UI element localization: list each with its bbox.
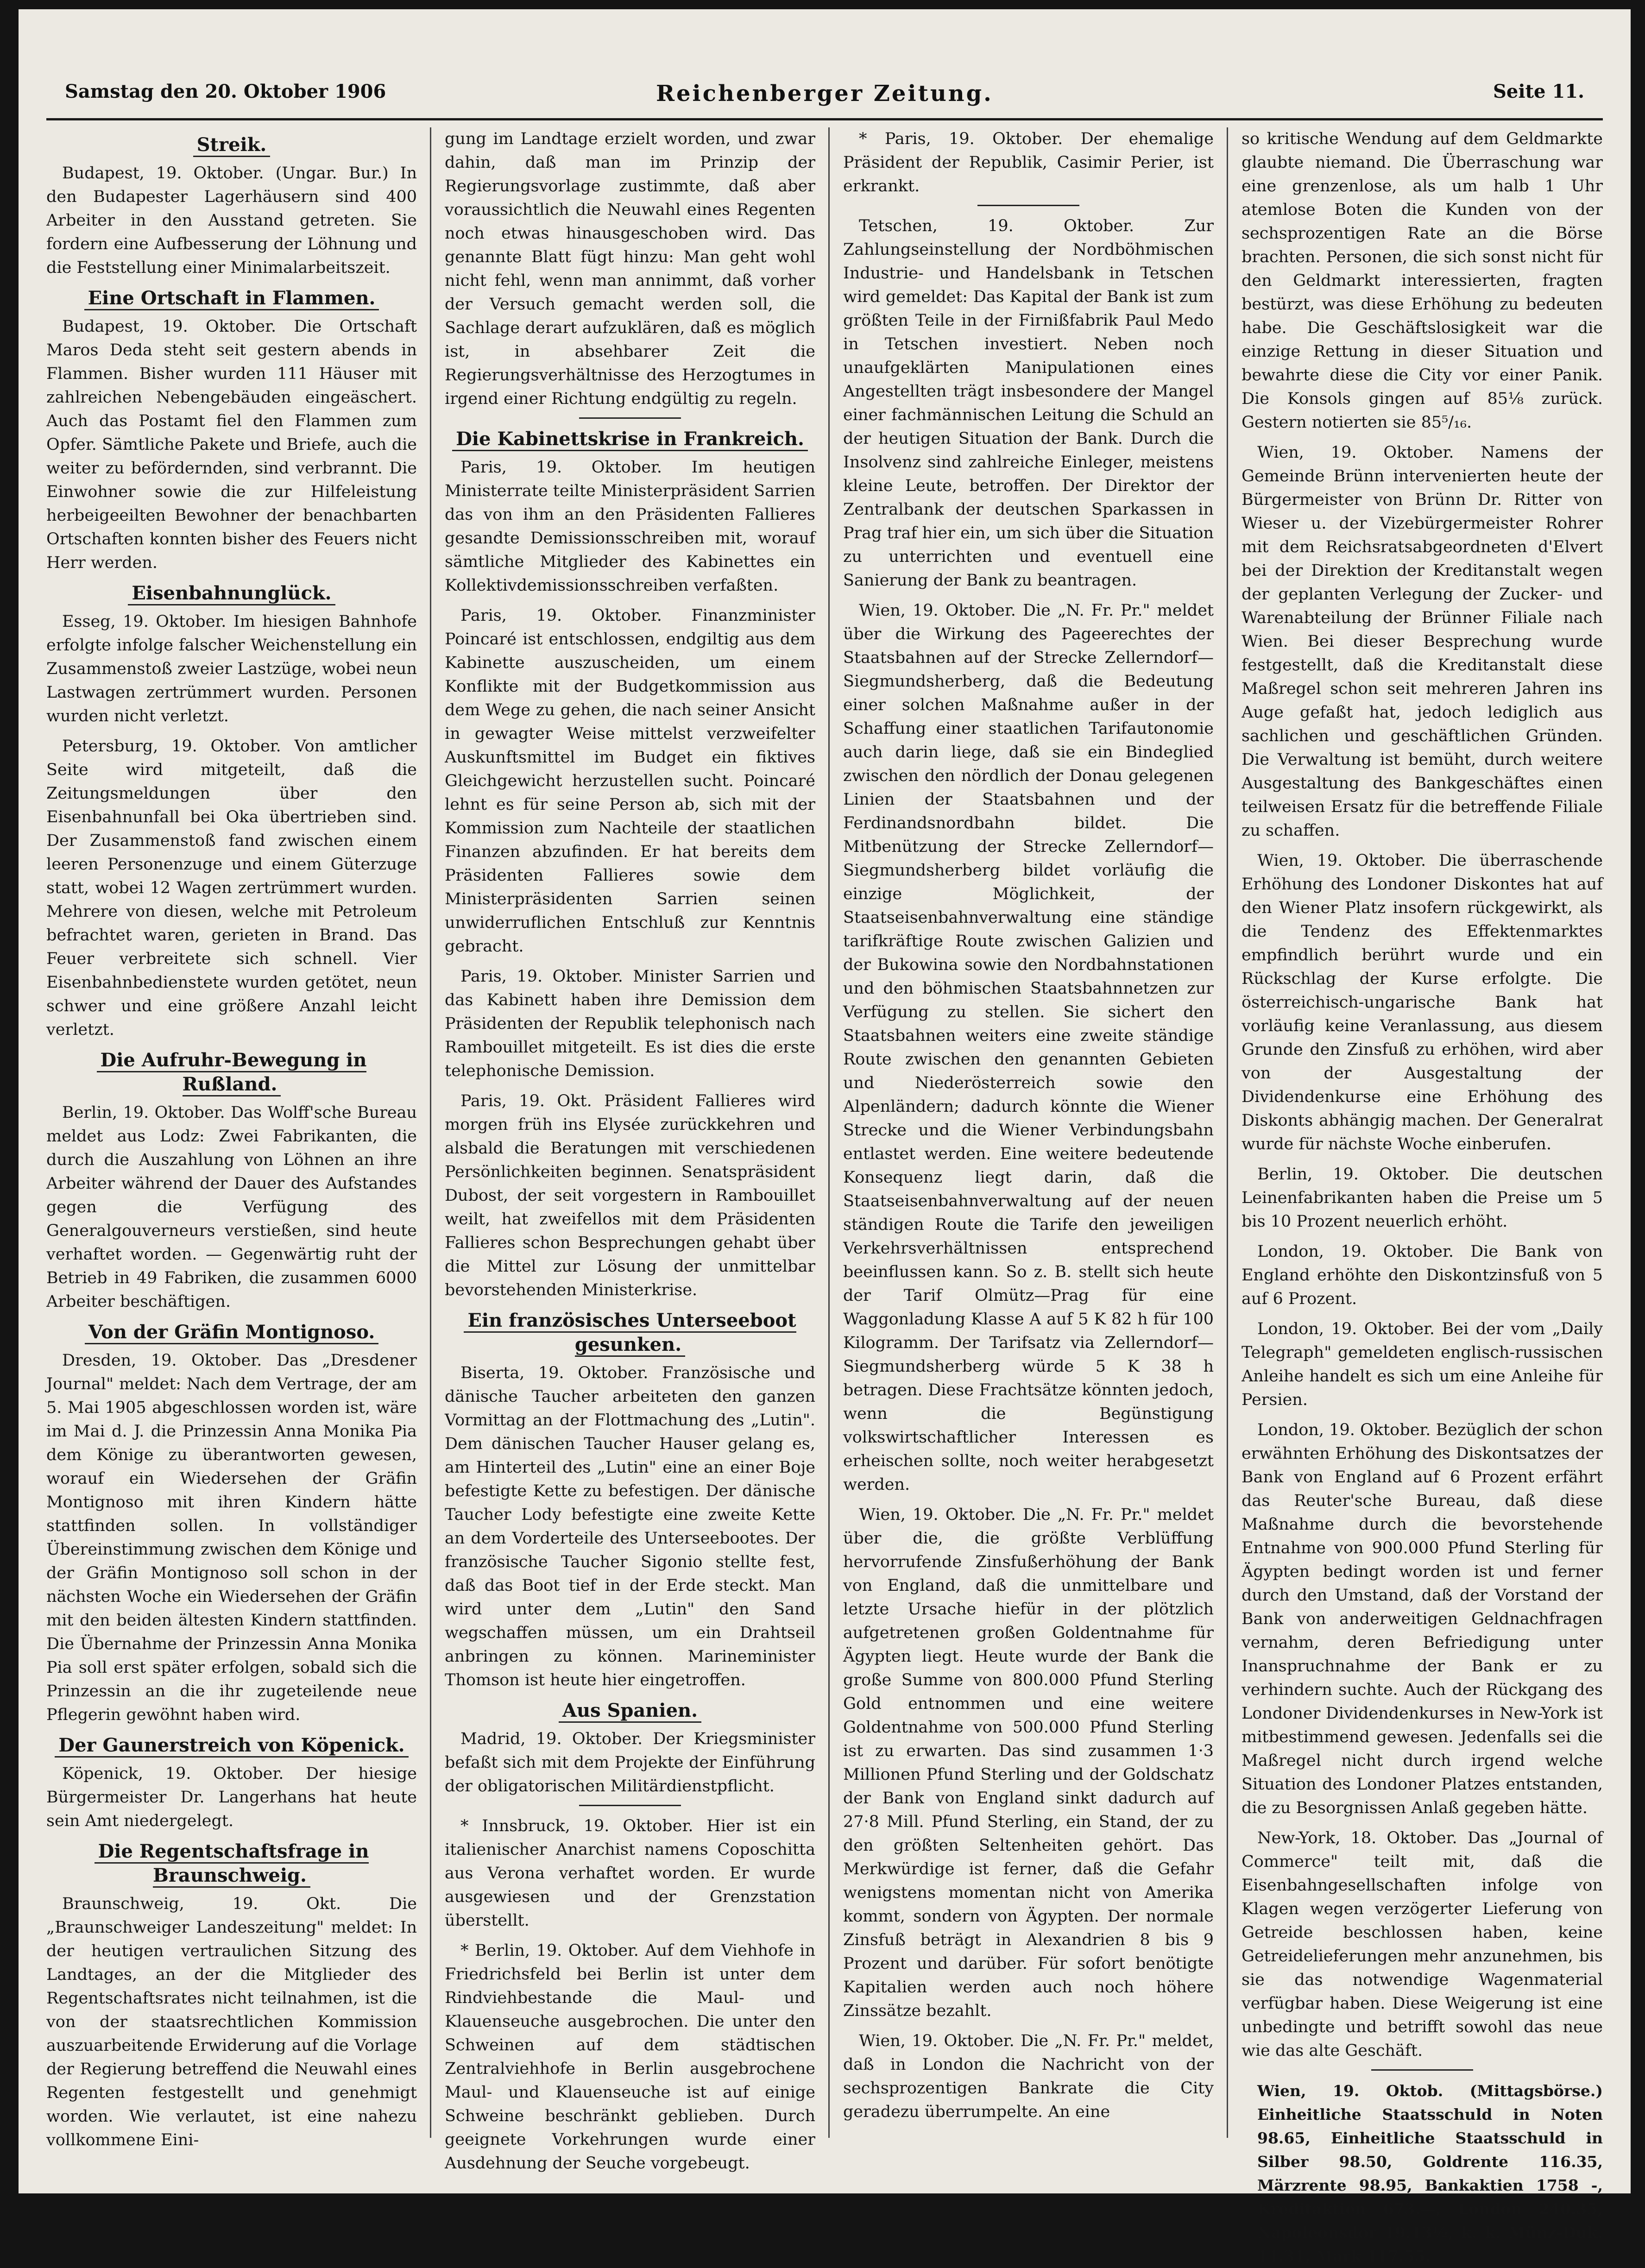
article-text: Wien, 19. Oktober. Die „N. Fr. Pr." meldet über die Wirkung des Pageerechtes der Staatsbahnen auf der Strecke Zellerndorf—Siegmundsherberg, daß die Bedeutung einer solchen Maßnahme außer in der Schaffung einer staatlichen Tarifautonomie auch darin liege, daß sie ein Bindeglied zwischen den nördlich der Donau gelegenen Linien der Staatsbahnen und der Ferdinandsnordbahn bildet. Die Mitbenützung der Strecke Zellerndorf—Siegmundsherberg bildet vorläufig die einzige Möglichkeit, der Staatseisenbahnverwaltung eine ständige tarifkräftige Route zwischen Galizien und der Bukowina sowie den Nordbahnstationen und den böhmischen Staatsbahnnetzen zur Verfügung zu stellen. Sie sichert den Staatsbahnen weiters eine zweite ständige Route zwischen den genannten Gebieten und Niederösterreich sowie den Alpenländern; dadurch könnte die Wiener Strecke und die Wiener Verbindungsbahn entlastet werden. Eine weitere bedeutende Konsequenz liegt darin, daß die Staatseisenbahnverwaltung auf der neuen ständigen Route die Tarife den jeweiligen Verkehrsverhältnissen entsprechend beeinflussen kann. So z. B. stellt sich heute der Tarif Olmütz—Prag für eine Waggonladung Klasse A auf 5 K 82 h für 100 Kilogramm. Der Tarifsatz via Zellerndorf—Siegmundsherberg würde 5 K 38 h betragen. Diese Frachtsätze könnten jedoch, wenn die Begünstigung volkswirtschaftlicher Interessen es erheischen sollte, noch weiter herabgesetzt werden. [843,601,1214,1494]
article-text: Budapest, 19. Oktober. (Ungar. Bur.) In den Budapester Lagerhäusern sind 400 Arbeiter in den Ausstand getreten. Sie fordern eine Aufbesserung der Löhnung und die Feststellung einer Minimalarbeitszeit. [46,164,417,277]
article-headline: Eine Ortschaft in Flammen. [46,286,417,310]
article-text: * Berlin, 19. Oktober. Auf dem Viehhofe in Friedrichsfeld bei Berlin ist unter dem Rindviehbestande die Maul- und Klauenseuche ausgebrochen. Die unter den Schweinen auf dem städtischen Zentralviehhofe in Berlin ausgebrochene Maul- und Klauenseuche ist auf einige Schweine beschränkt geblieben. Durch geeignete Vorkehrungen wurde einer Ausdehnung der Seuche vorgebeugt. [445,1941,815,2173]
article-headline: Eisenbahnunglück. [46,581,417,605]
article-text: Budapest, 19. Oktober. Die Ortschaft Maros Deda steht seit gestern abends in Flammen. Bisher wurden 111 Häuser mit zahlreichen Nebengebäuden eingeäschert. Auch das Postamt fiel den Flammen zum Opfer. Sämtliche Pakete und Briefe, auch die weiter zu befördernden, sind verbrannt. Die Einwohner sowie die zur Hilfeleistung herbeigeeilten Bewohner der benachbarten Ortschaften konnten bisher des Feuers nicht Herr werden. [46,317,417,572]
article-headline: Von der Gräfin Montignoso. [46,1320,417,1344]
column-divider [430,127,431,2138]
newspaper-title: Reichenberger Zeitung. [656,81,993,107]
page-header [46,74,1603,120]
article-text: so kritische Wendung auf dem Geldmarkte glaubte niemand. Die Überraschung war eine grenzenlose, als um halb 1 Uhr atemlose Boten die Kunden von der sechsprozentigen Rate an die Börse brachten. Personen, die sich sonst nicht für den Geldmarkt interessierten, fragten bestürzt, was diese Erhöhung zu bedeuten habe. Die Geschäftslosigkeit war die einzige Rettung in dieser Situation und bewahrte diese die City vor einer Panik. Die Konsols gingen auf 85⅛ zurück. Gestern notierten sie 85⁵/₁₆. [1242,130,1603,432]
article-text: Dresden, 19. Oktober. Das „Dresdener Journal" meldet: Nach dem Vertrage, der am 5. Mai 1905 abgeschlossen worden ist, wäre im Mai d. J. die Prinzessin Anna Monika Pia dem Könige zu überantworten gewesen, worauf ein Wiedersehen der Gräfin Montignoso mit ihren Kindern hätte stattfinden sollen. In vollständiger Übereinstimmung zwischen dem Könige und der Gräfin Montignoso soll schon in der nächsten Woche ein Wiedersehen der Gräfin mit den beiden ältesten Kindern stattfinden. Die Übernahme der Prinzessin Anna Monika Pia soll erst später erfolgen, sobald sich die Prinzessin an die ihr zugeteilende neue Pflegerin gewöhnt haben wird. [46,1351,417,1724]
column-1 [46,127,417,2149]
article-text: Esseg, 19. Oktober. Im hiesigen Bahnhofe erfolgte infolge falscher Weichenstellung ein Zusammenstoß zweier Lastzüge, wobei neun Lastwagen zertrümmert wurden. Personen wurden nicht verletzt. [46,612,417,725]
article-text: Braunschweig, 19. Okt. Die „Braunschweiger Landeszeitung" meldet: In der heutigen vertraulichen Sitzung des Landtages, an der die Mitglieder des Regentschaftsrates nicht teilnahmen, ist die von der staatsrechtlichen Kommission auszuarbeitende Erwiderung auf die Vorlage der Regierung betreffend die Neuwahl eines Regenten festgestellt und genehmigt worden. Wie verlautet, ist eine nahezu vollkommene Eini- [46,1895,417,2149]
article-text: Wien, 19. Oktober. Die „N. Fr. Pr." meldet über die, die größte Verblüffung hervorrufende Zinsfußerhöhung der Bank von England, daß die unmittelbare und letzte Ursache hiefür in der plötzlich aufgetretenen großen Goldentnahme für Ägypten liegt. Heute wurde der Bank die große Summe von 800.000 Pfund Sterling Gold entnommen und eine weitere Goldentnahme von 500.000 Pfund Sterling ist zu erwarten. Das sind zusammen 1·3 Millionen Pfund Sterling und der Goldschatz der Bank von England sinkt dadurch auf 27·8 Mill. Pfund Sterling, ein Stand, der zu den größten Seltenheiten gehört. Das Merkwürdige ist ferner, daß die Gefahr wenigstens momentan nicht von Amerika kommt, sondern von Ägypten. Der normale Zinsfuß beträgt in Alexandrien 8 bis 9 Prozent und darüber. Für sofort benötigte Kapitalien werden auch noch höhere Zinssätze bezahlt. [843,1506,1214,2020]
article-headline: Streik. [46,133,417,157]
article-text: Köpenick, 19. Oktober. Der hiesige Bürgermeister Dr. Langerhans hat heute sein Amt niedergelegt. [46,1764,417,1830]
article-headline: Der Gaunerstreich von Köpenick. [46,1733,417,1758]
article-text: London, 19. Oktober. Bei der vom „Daily Telegraph" gemeldeten englisch-russischen Anleihe handelt es sich um eine Anleihe für Persien. [1242,1320,1603,1409]
column-divider [828,127,830,2138]
article-text: Paris, 19. Oktober. Minister Sarrien und das Kabinett haben ihre Demission dem Präsidenten der Republik telephonisch nach Rambouillet mitgeteilt. Es ist dies die erste telephonische Demission. [445,967,815,1080]
section-rule [579,1805,681,1806]
article-text: * Innsbruck, 19. Oktober. Hier ist ein italienischer Anarchist namens Coposchitta aus Verona verhaftet worden. Er wurde ausgewiesen und der Grenzstation überstellt. [445,1817,815,1930]
article-text: Tetschen, 19. Oktober. Zur Zahlungseinstellung der Nordböhmischen Industrie- und Handelsbank in Tetschen wird gemeldet: Das Kapital der Bank ist zum größten Teile in der Firnißfabrik Paul Medo in Tetschen investiert. Neben noch unaufgeklärten Manipulationen eines Angestellten trägt insbesondere der Mangel einer fachmännischen Leitung die Schuld an der heutigen Situation der Bank. Durch die Insolvenz sind zahlreiche Einleger, meistens kleine Leute, betroffen. Der Direktor der Zentralbank der deutschen Sparkassen in Prag traf hier ein, um sich über die Situation zu unterrichten und eventuell eine Sanierung der Bank zu beantragen. [843,217,1214,590]
column-divider [1227,127,1228,2138]
header-date: Samstag den 20. Oktober 1906 [65,81,386,102]
page-number: Seite 11. [1493,81,1584,102]
article-text: Paris, 19. Oktober. Finanzminister Poincaré ist entschlossen, endgiltig aus dem Kabinette auszuscheiden, um einem Konflikte mit der Budgetkommission aus dem Wege zu gehen, die nach seiner Ansicht in gewagter Weise mittelst verzweifelter Auskunftsmittel im Budget ein fiktives Gleichgewicht herzustellen sucht. Poincaré lehnt es für seine Person ab, sich mit der Kommission zum Nachteile der staatlichen Finanzen abzufinden. Er hat bereits dem Präsidenten Fallieres sowie dem Ministerpräsidenten Sarrien seinen unwiderruflichen Entschluß zur Kenntnis gebracht. [445,606,815,956]
article-text: gung im Landtage erzielt worden, und zwar dahin, daß man im Prinzip der Regierungsvorlage zustimmte, daß aber voraussichtlich die Neuwahl eines Regenten noch etwas hinausgeschoben wird. Das genannte Blatt fügt hinzu: Man geht wohl nicht fehl, wenn man annimmt, daß vorher der Versuch gemacht werden soll, die Sachlage derart aufzuklären, daß es möglich ist, in absehbarer Zeit die Regierungsverhältnisse des Herzogtumes in irgend einer Richtung endgültig zu regeln. [445,130,815,408]
article-text: Berlin, 19. Oktober. Das Wolff'sche Bureau meldet aus Lodz: Zwei Fabrikanten, die durch die Auszahlung von Löhnen an ihre Arbeiter während der Dauer des Aufstandes gegen die Verfügung des Generalgouverneurs verstießen, sind heute verhaftet worden. — Gegenwärtig ruht der Betrieb in 49 Fabriken, die zusammen 6000 Arbeiter beschäftigen. [46,1103,417,1311]
section-rule [977,205,1079,206]
article-text: New-York, 18. Oktober. Das „Journal of Commerce" teilt mit, daß die Eisenbahngesellschaften infolge von Klagen wegen verzögerter Lieferung von Getreide beschlossen haben, keine Getreidelieferungen mehr anzunehmen, bis sie das notwendige Wagenmaterial verfügbar haben. Diese Weigerung ist eine unbedingte und betrifft sowohl das neue wie das alte Geschäft. [1242,1829,1603,2060]
article-text: Wien, 19. Oktober. Die überraschende Erhöhung des Londoner Diskontes hat auf den Wiener Platz insofern rückgewirkt, als die Tendenz des Effektenmarktes empfindlich berührt wurde und ein Rückschlag der Kurse erfolgte. Die österreichisch-ungarische Bank hat vorläufig keine Veranlassung, aus diesem Grunde den Zinsfuß zu erhöhen, wird aber von der Ausgestaltung der Dividendenkurse eine Erhöhung des Diskonts abhängig machen. Der Generalrat wurde für nächste Woche einberufen. [1242,851,1603,1153]
newspaper-page [19,9,1631,2265]
market-report: Wien, 19. Oktob. (Mittagsbörse.) Einheitliche Staatsschuld in Noten 98.65, Einheitliche Staatsschuld in Silber 98.50, Goldrente 116.35, Märzrente 98.95, Bankaktien 1758 -, Kreditaktien 673.—, London 240.35, Napoleonsdor 19.13½, k. k. Münz-Duk. 11.31, Mark 117.55. [1257,2082,1603,2265]
column-4 [1242,127,1603,2265]
article-headline: Die Regentschaftsfrage in Braunschweig. [46,1840,417,1888]
article-headline: Die Aufruhr-Bewegung in Rußland. [46,1048,417,1096]
section-rule [1371,2069,1473,2071]
article-headline: Die Kabinettskrise in Frankreich. [445,427,815,451]
article-text: Berlin, 19. Oktober. Die deutschen Leinenfabrikanten haben die Preise um 5 bis 10 Prozent neuerlich erhöht. [1242,1165,1603,1231]
article-text: Wien, 19. Oktober. Namens der Gemeinde Brünn intervenierten heute der Bürgermeister von Brünn Dr. Ritter von Wieser u. der Vizebürgermeister Rohrer mit dem Reichsratsabgeordneten d'Elvert bei der Direktion der Kreditanstalt wegen der geplanten Verlegung der Zucker- und Warenabteilung der Brünner Filiale nach Wien. Bei dieser Besprechung wurde festgestellt, daß die Kreditanstalt diese Maßregel schon seit mehreren Jahren ins Auge gefaßt hat, jedoch lediglich aus sachlichen und geschäftlichen Gründen. Die Verwaltung ist bemüht, durch weitere Ausgestaltung des Bankgeschäftes einen teilweisen Ersatz für die betreffende Filiale zu schaffen. [1242,443,1603,840]
article-headline: Aus Spanien. [445,1699,815,1723]
article-text: Wien, 19. Oktober. Die „N. Fr. Pr." meldet, daß in London die Nachricht von der sechsprozentigen Bankrate die City geradezu überrumpelte. An eine [843,2032,1214,2121]
article-headline: Ein französisches Unterseeboot gesunken. [445,1309,815,1357]
article-text: London, 19. Oktober. Die Bank von England erhöhte den Diskontzinsfuß von 5 auf 6 Prozent. [1242,1242,1603,1308]
article-text: London, 19. Oktober. Bezüglich der schon erwähnten Erhöhung des Diskontsatzes der Bank von England auf 6 Prozent erfährt das Reuter'sche Bureau, daß diese Maßnahme durch die bevorstehende Entnahme von 900.000 Pfund Sterling für Ägypten bedingt worden ist und ferner durch den Umstand, daß der Vorstand der Bank von anderweitigen Geldnachfragen vernahm, deren Befriedigung unter Inanspruchnahme der Bank er zu verhindern suchte. Auch der Rückgang des Londoner Dividendenkurses in New-York ist mitbestimmend gewesen. Jedenfalls sei die Maßregel nicht durch irgend welche Situation des Londoner Platzes entstanden, die zu Besorgnissen Anlaß gegeben hätte. [1242,1421,1603,1817]
article-text: * Paris, 19. Oktober. Der ehemalige Präsident der Republik, Casimir Perier, ist erkrankt. [843,130,1214,195]
column-2 [445,127,815,2173]
article-text: Paris, 19. Oktober. Im heutigen Ministerrate teilte Ministerpräsident Sarrien das von ihm an den Präsidenten Fallieres gesandte Demissionsschreiben mit, worauf sämtliche Mitglieder des Kabinettes ein Kollektivdemissionsschreiben verfaßten. [445,458,815,595]
article-text: Petersburg, 19. Oktober. Von amtlicher Seite wird mitgeteilt, daß die Zeitungsmeldungen über den Eisenbahnunfall bei Oka übertrieben sind. Der Zusammenstoß fand zwischen einem leeren Personenzuge und einem Güterzuge statt, wobei 12 Wagen zertrümmert wurden. Mehrere von diesen, welche mit Petroleum befrachtet waren, gerieten in Brand. Das Feuer verbreitete sich schnell. Vier Eisenbahnbedienstete wurden getötet, neun schwer und eine größere Anzahl leicht verletzt. [46,737,417,1039]
article-text: Paris, 19. Okt. Präsident Fallieres wird morgen früh ins Elysée zurückkehren und alsbald die Beratungen mit verschiedenen Persönlichkeiten beginnen. Senatspräsident Dubost, der seit vorgestern in Rambouillet weilt, hat zweifellos mit dem Präsidenten Fallieres schon Besprechungen gehabt über die Mittel zur Lösung der unmittelbar bevorstehenden Ministerkrise. [445,1092,815,1299]
column-3 [843,127,1214,2138]
section-rule [579,417,681,419]
article-text: Biserta, 19. Oktober. Französische und dänische Taucher arbeiteten den ganzen Vormittag an der Flottmachung des „Lutin". Dem dänischen Taucher Hauser gelang es, am Hinterteil des „Lutin" eine an einer Boje befestigte Kette zu befestigen. Der dänische Taucher Lody befestigte eine zweite Kette an dem Vorderteile des Unterseebootes. Der französische Taucher Sigonio stellte fest, daß das Boot tief in der Erde steckt. Man wird unter dem „Lutin" den Sand wegschaffen müssen, um ein Drahtseil anbringen zu können. Marineminister Thomson ist heute hier eingetroffen. [445,1364,815,1689]
article-text: Madrid, 19. Oktober. Der Kriegsminister befaßt sich mit dem Projekte der Einführung der obligatorischen Militärdienstpflicht. [445,1730,815,1796]
